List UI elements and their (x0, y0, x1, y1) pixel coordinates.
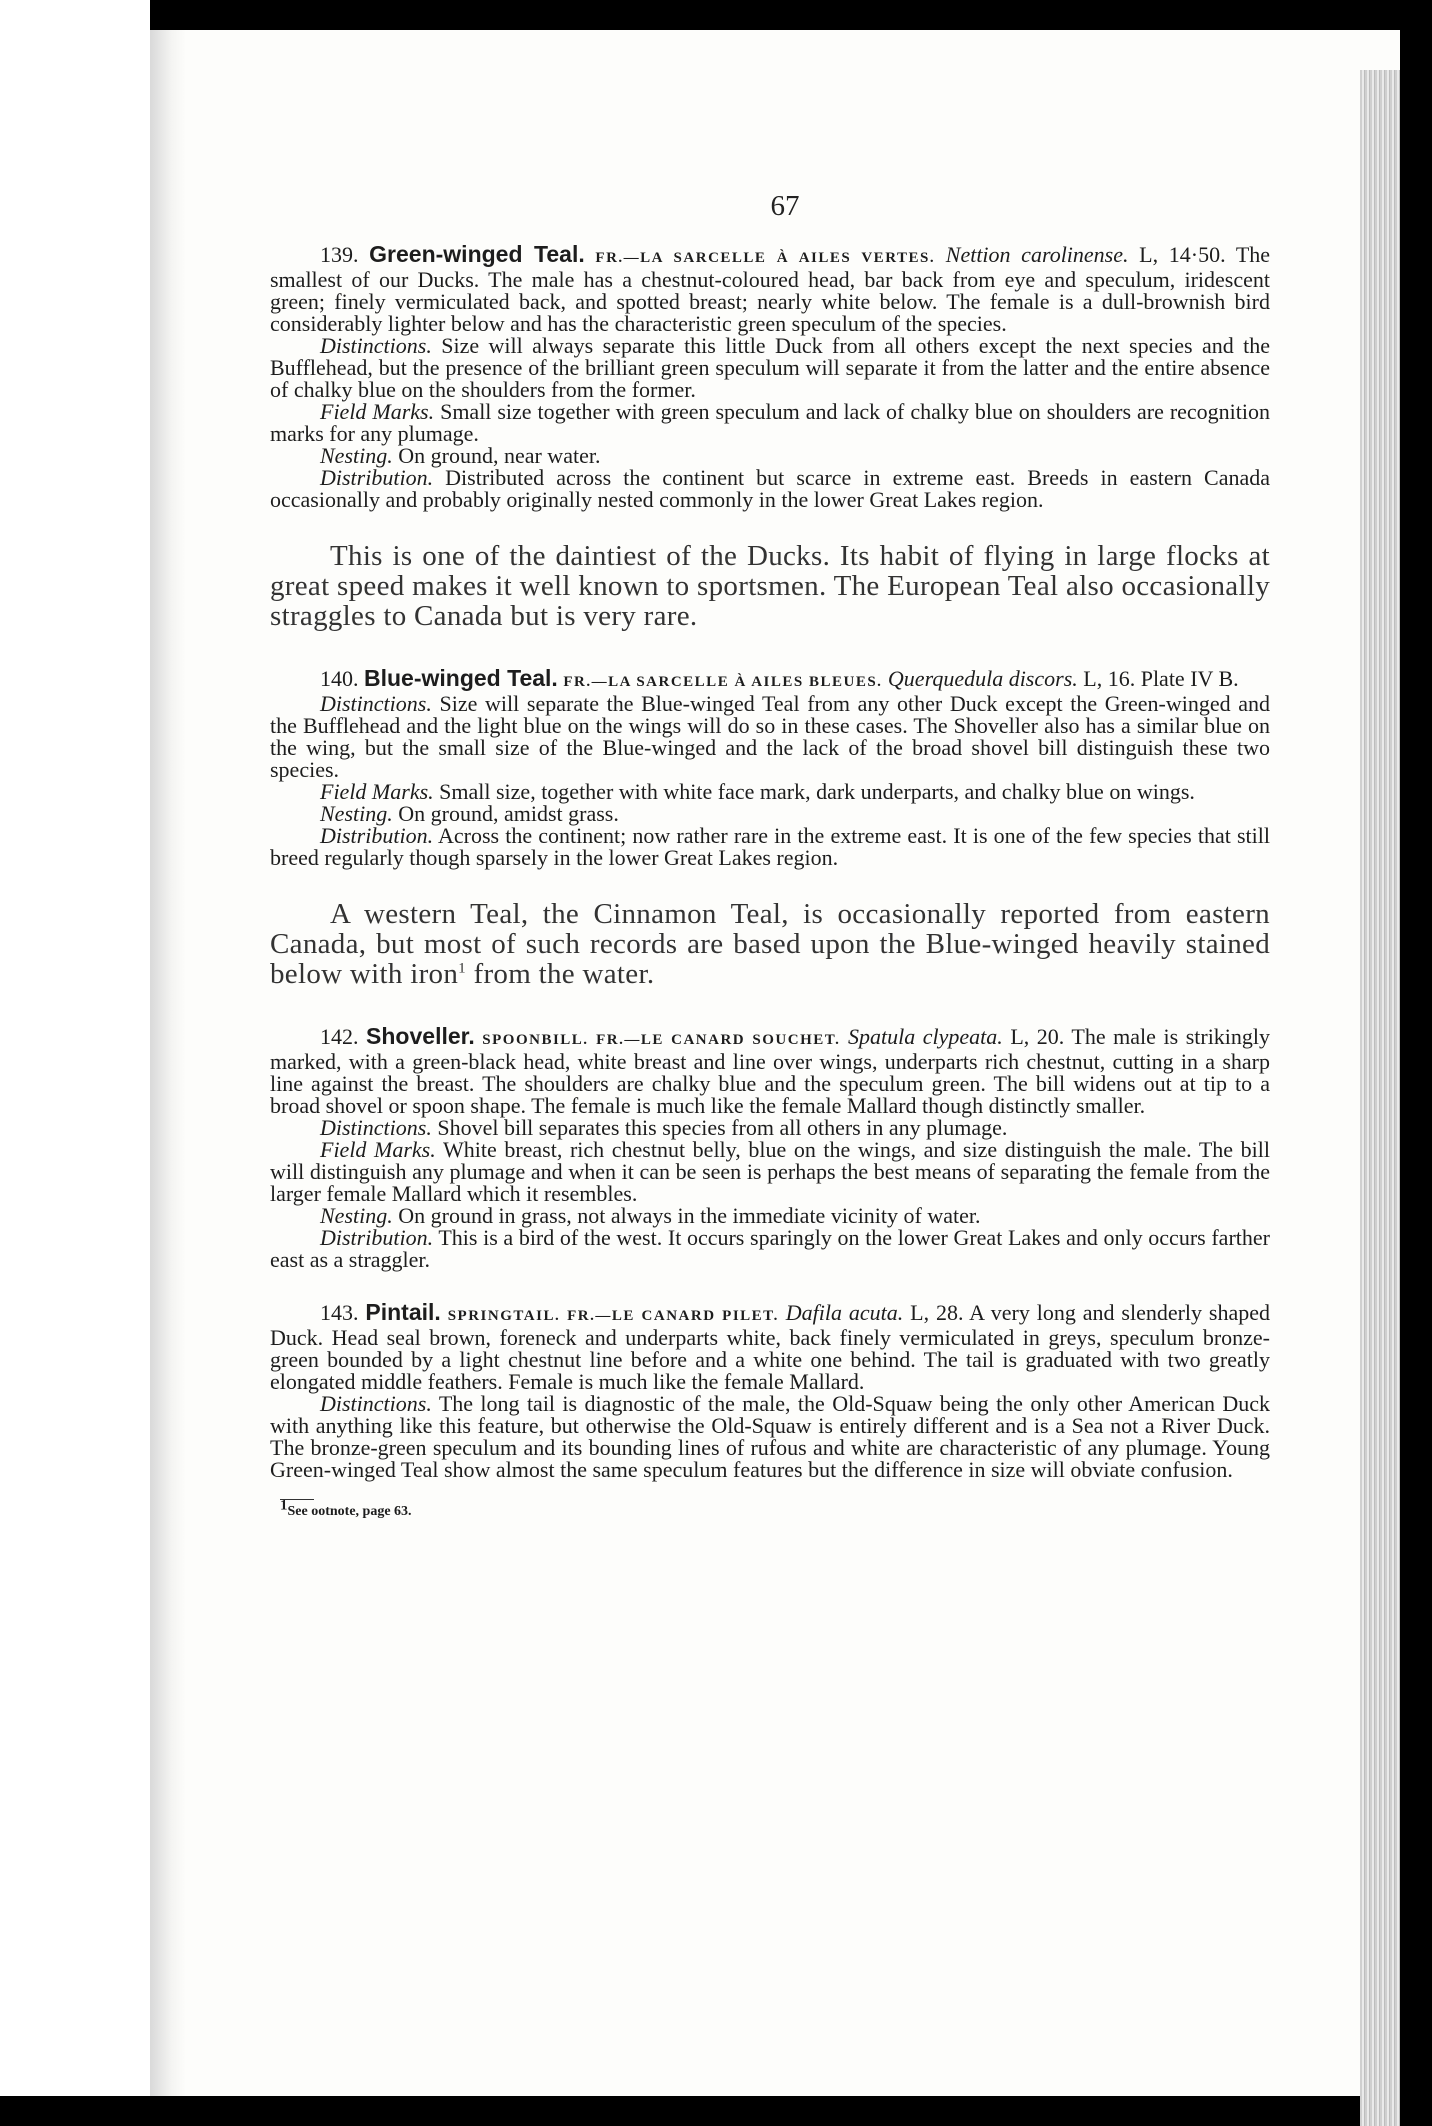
distribution-text: Distributed across the continent but scarce in extreme east. Breeds in eastern Canada occasionally and probably originally nested commonly in the lower Great Lakes region. (270, 465, 1270, 512)
page-stack-edge (1360, 70, 1400, 2126)
distinctions-label: Distinctions. (320, 333, 432, 358)
nesting-text: On ground, amidst grass. (398, 801, 619, 826)
species-name: Green-winged Teal. (369, 241, 585, 267)
distribution (270, 825, 1270, 869)
latin-name: Querquedula discors. (887, 666, 1078, 691)
species-name: Blue-winged Teal. (364, 665, 558, 691)
species-entry-pintail (270, 1301, 1270, 1481)
entry-number: 142. (320, 1024, 359, 1049)
remark-paragraph (270, 899, 1270, 989)
nesting (270, 1205, 1270, 1227)
french-name: FR.—LA SARCELLE À AILES VERTES. (595, 250, 936, 266)
entry-heading (270, 1301, 1270, 1393)
field-marks-label: Field Marks. (320, 399, 435, 424)
nesting-text: On ground in grass, not always in the immediate vicinity of water. (398, 1203, 981, 1228)
description: L, 14·50. The smallest of our Ducks. The male has a chestnut-coloured head, bar back from eye and speculum, iridescent green; finely vermiculated back, and spotted breast; nearly white below. The female is a dull-brownish bird considerably lighter below and has the characteristic green speculum of the species. (270, 242, 1271, 336)
distinctions-text: Shovel bill separates this species from all others in any plumage. (437, 1115, 1008, 1140)
distinctions (270, 335, 1270, 401)
distinctions (270, 1393, 1270, 1481)
page-content (270, 190, 1270, 1520)
nesting (270, 445, 1270, 467)
nesting-label: Nesting. (320, 801, 393, 826)
footnote-text: See ootnote, page 63. (287, 1504, 412, 1519)
field-marks-text: Small size together with green speculum and lack of chalky blue on shoulders are recognition marks for any plumage. (270, 399, 1271, 446)
field-marks (270, 1139, 1270, 1205)
latin-name: Spatula clypeata. (847, 1024, 1003, 1049)
distinctions-text: The long tail is diagnostic of the male, the Old-Squaw being the only other American Duck with anything like this feature, but otherwise the Old-Squaw is entirely different and is a Sea not a River Duck. The bronze-green speculum and its bounding lines of rufous and white are characteristic of any plumage. Young Green-winged Teal show almost the same speculum features but the difference in size will obviate confusion. (270, 1391, 1270, 1482)
distinctions (270, 1117, 1270, 1139)
nesting-label: Nesting. (320, 443, 393, 468)
french-name: FR.—LE CANARD SOUCHET. (596, 1032, 841, 1048)
field-marks (270, 401, 1270, 445)
entry-number: 139. (320, 242, 359, 267)
entry-heading (270, 667, 1270, 693)
entry-heading (270, 1025, 1270, 1117)
species-name: Shoveller. (366, 1023, 475, 1049)
remark-text-before: A western Teal, the Cinnamon Teal, is occasionally reported from eastern Canada, but most of such records are based upon the Blue-winged heavily stained below with iron (270, 898, 1270, 990)
field-marks-label: Field Marks. (320, 779, 434, 804)
distribution-text: Across the continent; now rather rare in the extreme east. It is one of the few species that still breed regularly though sparsely in the lower Great Lakes region. (270, 823, 1270, 870)
species-entry-green-winged-teal (270, 243, 1270, 511)
distribution-label: Distribution. (320, 823, 434, 848)
description: L, 28. A very long and slenderly shaped Duck. Head seal brown, foreneck and underparts white, back finely vermiculated in greys, speculum bronze-green bounded by a light chestnut line before and a white one behind. The tail is graduated with two greatly elongated middle feathers. Female is much like the female Mallard. (270, 1300, 1271, 1394)
species-entry-shoveller (270, 1025, 1270, 1271)
remark-text (270, 899, 1270, 989)
distinctions-text: Size will always separate this little Duck from all others except the next species and the Bufflehead, but the presence of the brilliant green speculum will separate it from the latter and the entire absence of chalky blue on the shoulders from the former. (270, 333, 1271, 402)
distribution (270, 1227, 1270, 1271)
entry-number: 140. (320, 666, 359, 691)
latin-name: Dafila acuta. (785, 1300, 904, 1325)
nesting (270, 803, 1270, 825)
distribution (270, 467, 1270, 511)
entry-heading (270, 243, 1270, 335)
description: L, 16. Plate IV B. (1083, 666, 1239, 691)
field-marks-text: White breast, rich chestnut belly, blue on the wings, and size distinguish the male. The bill will distinguish any plumage and when it can be seen is perhaps the best means of separating the female from the larger female Mallard which it resembles. (270, 1137, 1270, 1206)
distinctions-label: Distinctions. (320, 691, 432, 716)
nesting-text: On ground, near water. (398, 443, 601, 468)
distinctions-text: Size will separate the Blue-winged Teal from any other Duck except the Green-winged and the Bufflehead and the light blue on the wings will do so in these cases. The Shoveller also has a similar blue on the wing, but the small size of the Blue-winged and the lack of the broad shovel bill distinguish these two species. (270, 691, 1271, 782)
species-entry-blue-winged-teal (270, 667, 1270, 869)
distinctions (270, 693, 1270, 781)
latin-name: Nettion carolinense. (945, 242, 1129, 267)
footnote-mark: 1 (280, 1497, 288, 1514)
description: L, 20. The male is strikingly marked, with a green-black head, white breast and line over wings, underparts rich chestnut, cutting in a sharp line against the breast. The shoulders are chalky blue and the speculum green. The bill widens out at tip to a broad shovel or spoon shape. The female is much like the female Mallard though distinctly smaller. (270, 1024, 1271, 1118)
remark-paragraph (270, 541, 1270, 631)
nesting-label: Nesting. (320, 1203, 393, 1228)
field-marks (270, 781, 1270, 803)
gutter-shadow (150, 30, 186, 2096)
alternate-name: SPOONBILL. (482, 1032, 589, 1048)
book-page (150, 30, 1400, 2096)
distinctions-label: Distinctions. (320, 1391, 432, 1416)
french-name: FR.—LE CANARD PILET. (567, 1308, 779, 1324)
field-marks-text: Small size, together with white face mark, dark underparts, and chalky blue on wings. (439, 779, 1195, 804)
french-name: FR.—LA SARCELLE À AILES BLEUES. (563, 674, 883, 690)
species-name: Pintail. (365, 1299, 441, 1325)
footnote (280, 1497, 1270, 1520)
distribution-label: Distribution. (320, 465, 434, 490)
page-number: 67 (770, 190, 800, 222)
distribution-label: Distribution. (320, 1225, 434, 1250)
footnote-reference: 1 (458, 960, 466, 977)
remark-text-after: from the water. (465, 958, 655, 990)
field-marks-label: Field Marks. (320, 1137, 436, 1162)
distribution-text: This is a bird of the west. It occurs sparingly on the lower Great Lakes and only occurs farther east as a straggler. (270, 1225, 1270, 1272)
remark-text: This is one of the daintiest of the Ducks. Its habit of flying in large flocks at great speed makes it well known to sportsmen. The European Teal also occasionally straggles to Canada but is very rare. (270, 540, 1270, 632)
distinctions-label: Distinctions. (320, 1115, 432, 1140)
entry-number: 143. (320, 1300, 359, 1325)
alternate-name: SPRINGTAIL. (447, 1308, 561, 1324)
facing-page-edge (0, 0, 150, 2096)
